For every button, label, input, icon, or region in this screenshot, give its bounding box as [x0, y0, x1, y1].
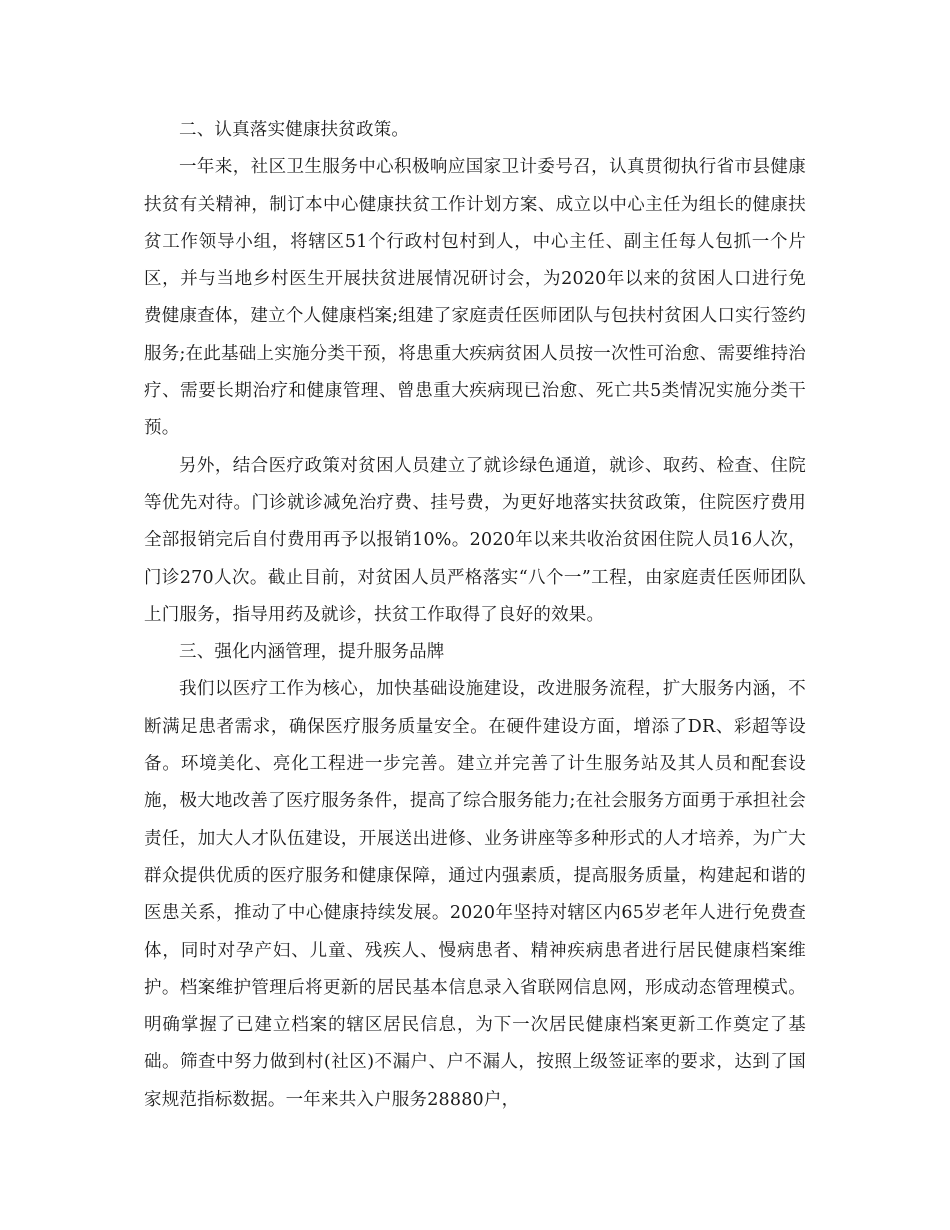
section-heading-health-poverty: 二、认真落实健康扶贫政策。 [179, 120, 410, 140]
document-body [144, 112, 806, 1119]
paragraph-green-channel: 另外，结合医疗政策对贫困人员建立了就诊绿色通道，就诊、取药、检查、住院等优先对待。门诊就诊减免治疗费、挂号费，为更好地落实扶贫政策，住院医疗费用全部报销完后自付费用再予以报销10%。2020年以来共收治贫困住院人员16人次，门诊270人次。截止目前，对贫困人员严格落实“八个一”工程，由家庭责任医师团队上门服务，指导用药及就诊，扶贫工作取得了良好的效果。 [144, 455, 806, 625]
paragraph-health-poverty-work: 一年来，社区卫生服务中心积极响应国家卫计委号召，认真贯彻执行省市县健康扶贫有关精神，制订本中心健康扶贫工作计划方案、成立以中心主任为组长的健康扶贫工作领导小组，将辖区51个行政村包村到人，中心主任、副主任每人包抓一个片区，并与当地乡村医生开展扶贫进展情况研讨会，为2020年以来的贫困人口进行免费健康查体，建立个人健康档案;组建了家庭责任医师团队与包扶村贫困人口实行签约服务;在此基础上实施分类干预，将患重大疾病贫困人员按一次性可治愈、需要维持治疗、需要长期治疗和健康管理、曾患重大疾病现已治愈、死亡共5类情况实施分类干预。 [144, 157, 806, 439]
paragraph-medical-service: 我们以医疗工作为核心，加快基础设施建设，改进服务流程，扩大服务内涵，不断满足患者需求，确保医疗服务质量安全。在硬件建设方面，增添了DR、彩超等设备。环境美化、亮化工程进一步完善。建立并完善了计生服务站及其人员和配套设施，极大地改善了医疗服务条件，提高了综合服务能力;在社会服务方面勇于承担社会责任，加大人才队伍建设，开展送出进修、业务讲座等多种形式的人才培养，为广大群众提供优质的医疗服务和健康保障，通过内强素质，提高服务质量，构建起和谐的医患关系，推动了中心健康持续发展。2020年坚持对辖区内65岁老年人进行免费查体，同时对孕产妇、儿童、残疾人、慢病患者、精神疾病患者进行居民健康档案维护。档案维护管理后将更新的居民基本信息录入省联网信息网，形成动态管理模式。明确掌握了已建立档案的辖区居民信息，为下一次居民健康档案更新工作奠定了基础。筛查中努力做到村(社区)不漏户、户不漏人，按照上级签证率的要求，达到了国家规范指标数据。一年来共入户服务28880户， [144, 679, 806, 1110]
section-heading-service-brand: 三、强化内涵管理，提升服务品牌 [179, 642, 445, 663]
